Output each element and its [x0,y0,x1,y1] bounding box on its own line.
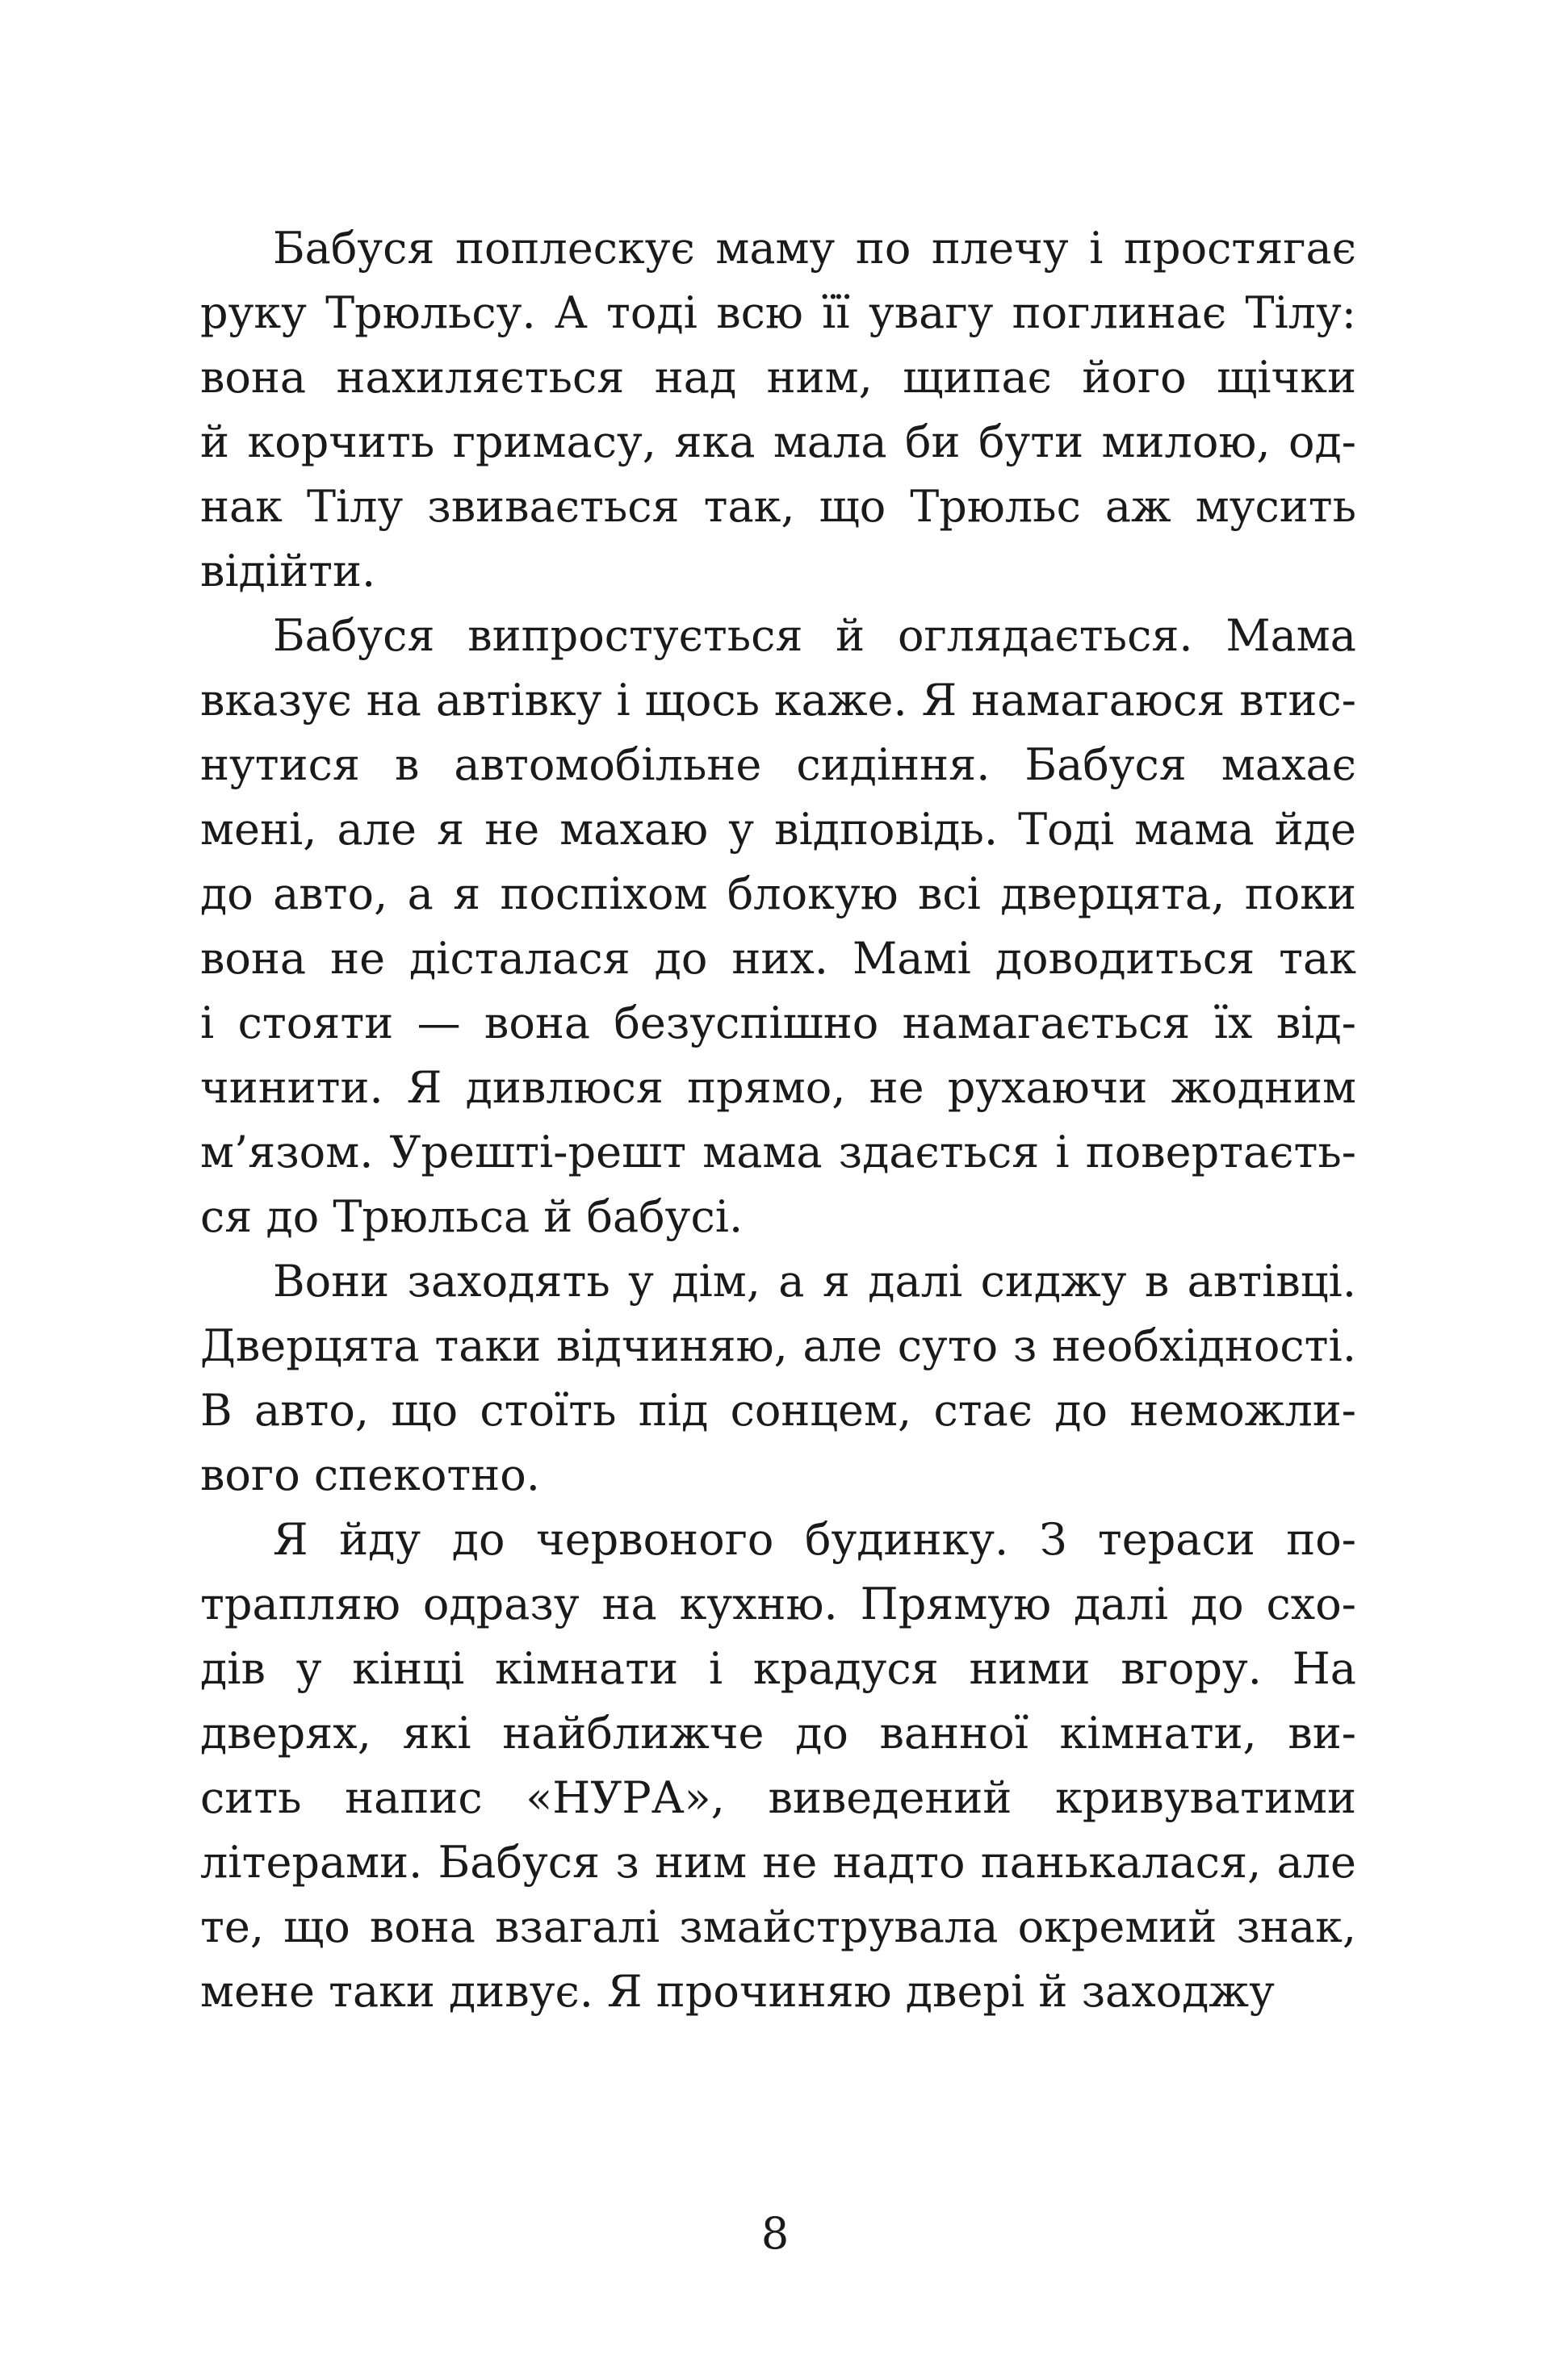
paragraph-4-line-1: Я йду до червоного будинку. З тераси по- [273,1514,1356,1565]
paragraph-2-line-8: чинити. Я дивлюся прямо, не рухаючи жодним [200,1062,1356,1113]
paragraph-4-line-6: літерами. Бабуся з ним не надто панькалася, але [200,1837,1356,1888]
paragraph-4-line-2: трапляю одразу на кухню. Прямую далі до схо- [200,1579,1356,1629]
paragraph-2-line-5: до авто, а я поспіхом блокую всі дверцята, поки [200,868,1356,919]
paragraph-3-line-2: Дверцята таки відчиняю, але суто з необхідності. [200,1320,1356,1371]
paragraph-2-line-10: ся до Трюльса й бабусі. [200,1191,744,1242]
paragraph-4-line-7: те, що вона взагалі змайструвала окремий знак, [200,1901,1356,1952]
paragraph-2-line-7: і стояти — вона безуспішно намагається їх від- [200,998,1356,1048]
paragraph-3-line-3: В авто, що стоїть під сонцем, стає до неможли- [200,1385,1356,1436]
paragraph-2-line-9: м’язом. Урешті-решт мама здається і повертаєть- [200,1127,1356,1177]
paragraph-4-line-4: дверях, які найближче до ванної кімнати, ви- [200,1708,1356,1759]
paragraph-1-line-5: нак Тілу звивається так, що Трюльс аж мусить [200,481,1356,532]
paragraph-1-line-2: руку Трюльсу. А тоді всю її увагу поглинає Тілу: [200,287,1356,338]
paragraph-2-line-6: вона не дісталася до них. Мамі доводиться так [200,933,1356,984]
paragraph-2-line-3: нутися в автомобільне сидіння. Бабуся махає [200,739,1356,790]
paragraph-3-line-4: вого спекотно. [200,1449,540,1500]
paragraph-3-line-1: Вони заходять у дім, а я далі сиджу в автівці. [273,1256,1356,1307]
page-number: 8 [760,2208,790,2259]
paragraph-1-line-3: вона нахиляється над ним, щипає його щічки [200,352,1356,403]
paragraph-2-line-2: вказує на автівку і щось каже. Я намагаюся втис- [200,675,1356,726]
paragraph-2-line-4: мені, але я не махаю у відповідь. Тоді мама йде [200,804,1356,855]
paragraph-1-line-1: Бабуся поплескує маму по плечу і простягає [273,223,1356,274]
paragraph-1-line-4: й корчить гримасу, яка мала би бути милою, од- [200,416,1356,467]
paragraph-4-line-5: сить напис «НУРА», виведений кривуватими [200,1772,1356,1823]
paragraph-2-line-1: Бабуся випростується й оглядається. Мама [273,610,1356,661]
paragraph-4-line-3: дів у кінці кімнати і крадуся ними вгору. На [200,1643,1356,1694]
paragraph-1-line-6: відійти. [200,546,376,596]
paragraph-4-line-8: мене таки дивує. Я прочиняю двері й заходжу [200,1966,1275,2017]
